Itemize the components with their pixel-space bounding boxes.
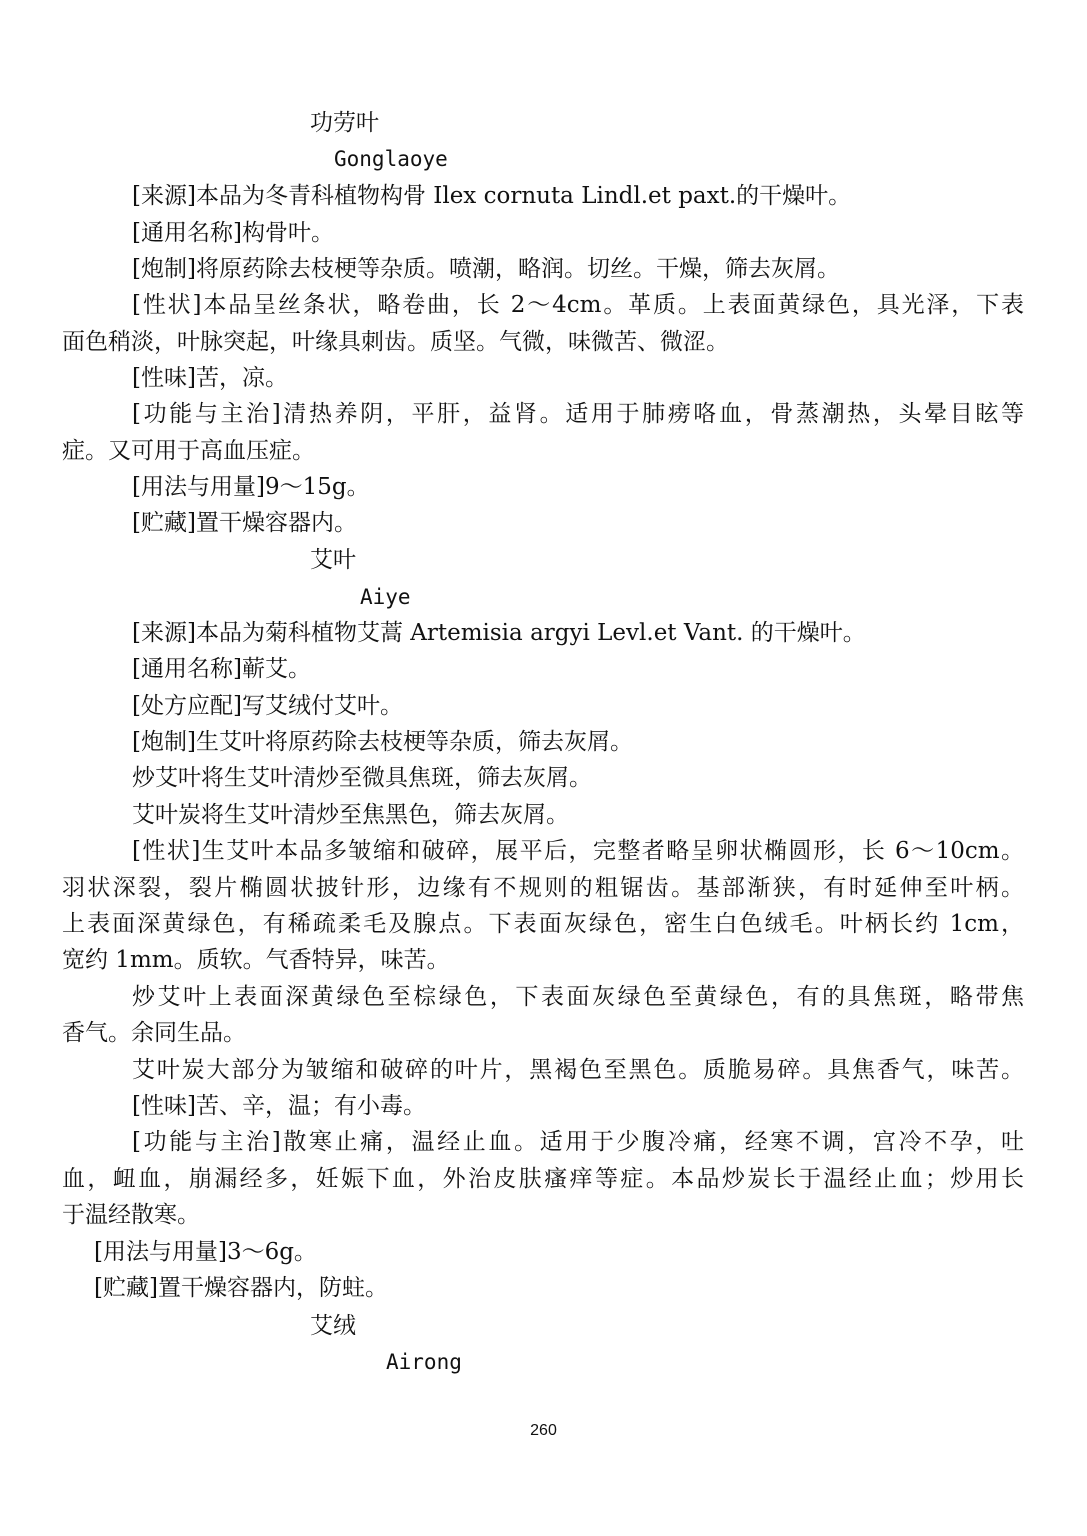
entry-pinyin: Airong (386, 1350, 462, 1374)
entry-line: [来源]本品为冬青科植物构骨 Ilex cornuta Lindl.et paxt.的干燥叶。 (132, 183, 852, 209)
entry-line: [用法与用量]9～15g。 (132, 474, 370, 500)
entry-line: 炒艾叶上表面深黄绿色至棕绿色，下表面灰绿色至黄绿色，有的具焦斑，略带焦 (132, 984, 1024, 1010)
entry-line: [性状]生艾叶本品多皱缩和破碎，展平后，完整者略呈卵状椭圆形，长 6～10cm。 (132, 838, 1024, 864)
entry-line: 于温经散寒。 (62, 1202, 200, 1228)
entry-line: [通用名称]蕲艾。 (132, 656, 311, 682)
entry-line: 上表面深黄绿色，有稀疏柔毛及腺点。下表面灰绿色，密生白色绒毛。叶柄长约 1cm， (62, 911, 1024, 937)
entry-pinyin: Aiye (360, 585, 411, 609)
page-number: 260 (530, 1422, 557, 1439)
entry-line: [来源]本品为菊科植物艾蒿 Artemisia argyi Levl.et Vant. 的干燥叶。 (132, 620, 866, 646)
entry-line: [功能与主治]清热养阴，平肝，益肾。适用于肺痨咯血，骨蒸潮热，头晕目眩等 (132, 401, 1024, 427)
entry-pinyin: Gonglaoye (334, 147, 448, 171)
entry-line: 羽状深裂，裂片椭圆状披针形，边缘有不规则的粗锯齿。基部渐狭，有时延伸至叶柄。 (62, 875, 1024, 901)
entry-line: [贮藏]置干燥容器内。 (132, 510, 357, 536)
entry-line: [炮制]将原药除去枝梗等杂质。喷潮，略润。切丝。干燥，筛去灰屑。 (132, 256, 840, 282)
entry-line: [用法与用量]3～6g。 (94, 1239, 317, 1265)
entry-line: 面色稍淡，叶脉突起，叶缘具刺齿。质坚。气微，味微苦、微涩。 (62, 329, 729, 355)
entry-line: 血，衄血，崩漏经多，妊娠下血，外治皮肤瘙痒等症。本品炒炭长于温经止血；炒用长 (62, 1166, 1024, 1192)
entry-line: 香气。余同生品。 (62, 1020, 246, 1046)
entry-title: 功劳叶 (310, 110, 379, 136)
entry-line: [通用名称]构骨叶。 (132, 220, 334, 246)
entry-line: [处方应配]写艾绒付艾叶。 (132, 693, 403, 719)
entry-title: 艾绒 (310, 1313, 356, 1339)
entry-line: 艾叶炭大部分为皱缩和破碎的叶片，黑褐色至黑色。质脆易碎。具焦香气，味苦。 (132, 1057, 1024, 1083)
entry-line: [性状]本品呈丝条状，略卷曲，长 2～4cm。革质。上表面黄绿色，具光泽，下表 (132, 292, 1024, 318)
entry-line: 艾叶炭将生艾叶清炒至焦黑色，筛去灰屑。 (132, 802, 569, 828)
entry-line: 症。又可用于高血压症。 (62, 438, 315, 464)
entry-line: 宽约 1mm。质软。气香特异，味苦。 (62, 947, 450, 973)
entry-line: [贮藏]置干燥容器内，防蛀。 (94, 1275, 388, 1301)
entry-line: [功能与主治]散寒止痛，温经止血。适用于少腹冷痛，经寒不调，宫冷不孕，吐 (132, 1129, 1024, 1155)
entry-line: [炮制]生艾叶将原药除去枝梗等杂质，筛去灰屑。 (132, 729, 633, 755)
entry-line: 炒艾叶将生艾叶清炒至微具焦斑，筛去灰屑。 (132, 765, 592, 791)
entry-title: 艾叶 (310, 547, 356, 573)
entry-line: [性味]苦，凉。 (132, 365, 288, 391)
entry-line: [性味]苦、辛，温；有小毒。 (132, 1093, 426, 1119)
